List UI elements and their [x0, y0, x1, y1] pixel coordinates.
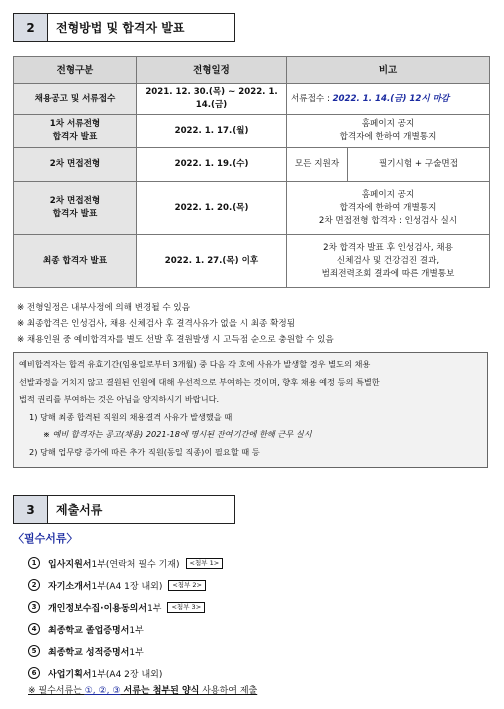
cell-date: 2022. 1. 27.(목) 이후 — [137, 235, 287, 288]
note-line: 2차 면접전형 합격자 : 인성검사 실시 — [318, 215, 458, 226]
number-circle: 4 — [28, 623, 40, 635]
header-date: 전형일정 — [137, 57, 287, 84]
box-line: 선발과정을 거치지 않고 결원된 인원에 대해 우선적으로 부여하는 것이며, 향후 채용 예정 등의 특별한 — [19, 376, 380, 387]
doc-name: 입사지원서 — [48, 559, 92, 570]
final-note-b: ①, ②, ③ — [84, 686, 121, 696]
note-item: ※ 최종합격은 인성검사, 채용 신체검사 후 결격사유가 없을 시 최종 확정됨 — [17, 319, 295, 329]
box-line: 2) 당해 업무량 증가에 따른 추가 직원(동일 직종)이 필요할 때 등 — [29, 446, 260, 457]
cell-note — [287, 182, 490, 235]
note-target: 모든 지원자 — [287, 148, 348, 181]
cat-line: 합격자 발표 — [52, 132, 98, 142]
doc-detail: 1부 — [129, 625, 144, 636]
table-header-row — [14, 57, 490, 84]
doc-detail: 1부 — [147, 603, 162, 614]
final-note-d: 사용하여 제출 — [199, 686, 258, 696]
deadline-text: 2022. 1. 14.(금) 12시 마감 — [332, 93, 450, 104]
cat-line: 2차 면접전형 — [49, 196, 101, 206]
number-circle: 6 — [28, 667, 40, 679]
list-item — [28, 574, 223, 596]
cell-category: 채용공고 및 서류접수 — [14, 84, 137, 115]
doc-name: 자기소개서 — [48, 581, 92, 592]
note-item: ※ 전형일정은 내부사정에 의해 변경될 수 있음 — [17, 303, 191, 313]
box-line: ※ 예비 합격자는 공고(채용) 2021-18에 명시된 잔여기간에 한해 근무 실시 — [43, 429, 312, 439]
section-number: 2 — [14, 14, 48, 41]
cell-category — [14, 115, 137, 148]
doc-name: 최종학교 성적증명서 — [48, 647, 130, 658]
doc-name: 개인정보수집·이용동의서 — [48, 603, 148, 614]
reserve-info-box — [13, 352, 488, 468]
note-method: 필기시험 + 구술면접 — [378, 159, 459, 169]
note-line: 홈페이지 공지 — [361, 189, 415, 200]
number-circle: 5 — [28, 645, 40, 657]
attachment-tag: <첨부 2> — [168, 580, 206, 591]
cell-category: 2차 면접전형 — [14, 148, 137, 182]
section-title: 제출서류 — [56, 503, 103, 517]
doc-detail: 1부(A4 1장 내외) — [91, 581, 163, 592]
schedule-notes — [17, 300, 334, 348]
note-line: 홈페이지 공지 — [361, 119, 415, 129]
note-line: 합격자에 한하여 개별통지 — [339, 202, 437, 213]
doc-detail: 1부(A4 2장 내외) — [91, 669, 163, 680]
final-note — [28, 683, 257, 696]
note-line: 합격자에 한하여 개별통지 — [339, 132, 437, 142]
cell-date: 2021. 12. 30.(목) ~ 2022. 1. 14.(금) — [137, 84, 287, 115]
table-row — [14, 235, 490, 288]
cat-line: 합격자 발표 — [52, 209, 98, 219]
cell-date: 2022. 1. 17.(월) — [137, 115, 287, 148]
final-note-c: 서류는 첨부된 양식 — [120, 686, 200, 696]
cell-note — [287, 235, 490, 288]
section-number: 3 — [14, 496, 48, 523]
cat-line: 1차 서류전형 — [49, 119, 101, 129]
section-title: 전형방법 및 합격자 발표 — [56, 21, 185, 35]
section-header-3 — [13, 495, 235, 524]
list-item — [28, 640, 223, 662]
doc-detail: 1부 — [129, 647, 144, 658]
box-line: 법적 권리를 부여하는 것은 아님을 양지하시기 바랍니다. — [19, 394, 220, 404]
cell-date: 2022. 1. 20.(목) — [137, 182, 287, 235]
header-note: 비고 — [287, 57, 490, 84]
cell-category — [14, 182, 137, 235]
table-row — [14, 84, 490, 115]
table-row — [14, 115, 490, 148]
required-docs-list — [28, 552, 223, 684]
note-item: ※ 채용인원 중 예비합격자를 별도 선발 후 결원발생 시 고득점 순으로 충원할 수 있음 — [17, 335, 334, 345]
doc-name: 최종학교 졸업증명서 — [48, 625, 130, 636]
attachment-tag: <첨부 3> — [167, 602, 205, 613]
note-line: 신체검사 및 건강검진 결과, — [336, 255, 440, 266]
schedule-table — [13, 56, 490, 288]
cell-note — [287, 148, 490, 182]
table-row — [14, 148, 490, 182]
cell-note — [287, 84, 490, 115]
header-category: 전형구분 — [14, 57, 137, 84]
number-circle: 3 — [28, 601, 40, 613]
list-item — [28, 618, 223, 640]
doc-name: 사업기획서 — [48, 669, 92, 680]
note-line: 범죄전력조회 결과에 따른 개별통보 — [321, 268, 455, 279]
attachment-tag: <첨부 1> — [186, 558, 224, 569]
box-line: 1) 당해 최종 합격된 직원의 채용결격 사유가 발생했을 때 — [29, 411, 233, 422]
box-line: 예비합격자는 합격 유효기간(임용일로부터 3개월) 중 다음 각 호에 사유가 발생할 경우 별도의 채용 — [19, 359, 371, 369]
number-circle: 1 — [28, 557, 40, 569]
list-item — [28, 596, 223, 618]
section-header-2 — [13, 13, 235, 42]
list-item — [28, 662, 223, 684]
cell-note — [287, 115, 490, 148]
cell-category: 최종 합격자 발표 — [14, 235, 137, 288]
table-row — [14, 182, 490, 235]
list-item — [28, 552, 223, 574]
note-prefix: 서류접수 : — [291, 93, 333, 104]
doc-detail: 1부(연락처 필수 기재) — [91, 559, 180, 570]
final-note-a: ※ 필수서류는 — [28, 686, 85, 696]
cell-date: 2022. 1. 19.(수) — [137, 148, 287, 182]
note-line: 2차 합격자 발표 후 인성검사, 채용 — [323, 242, 453, 253]
number-circle: 2 — [28, 579, 40, 591]
required-docs-title: 〈필수서류〉 — [13, 532, 78, 545]
